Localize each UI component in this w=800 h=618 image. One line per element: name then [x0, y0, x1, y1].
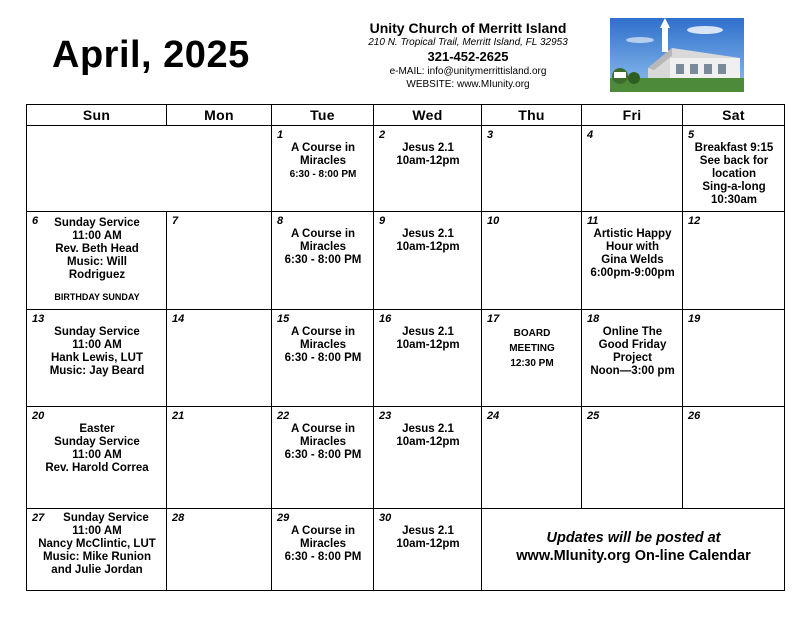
- day-cell[interactable]: [167, 509, 272, 591]
- day-cell[interactable]: [482, 126, 582, 212]
- day-number: 19: [688, 313, 701, 325]
- event-text: Jesus 2.1 10am-12pm: [396, 228, 460, 253]
- weekday-fri: Fri: [582, 105, 683, 126]
- event-text: Jesus 2.1 10am-12pm: [396, 423, 460, 448]
- weekday-header-row: [27, 105, 785, 126]
- day-cell[interactable]: [374, 212, 482, 310]
- event-text: BOARD MEETING 12:30 PM: [509, 328, 555, 369]
- church-email[interactable]: e-MAIL: info@unitymerrittisland.org: [389, 66, 547, 77]
- day-cell[interactable]: [272, 126, 374, 212]
- weekday-thu: Thu: [482, 105, 582, 126]
- event-text: A Course in Miracles 6:30 - 8:00 PM: [284, 228, 362, 266]
- day-number: 18: [587, 313, 600, 325]
- day-cell[interactable]: [582, 407, 683, 509]
- day-number: 30: [379, 512, 392, 524]
- day-number: 11: [587, 215, 599, 227]
- day-cell[interactable]: [683, 407, 785, 509]
- day-number: 6: [32, 215, 39, 227]
- event-text: Jesus 2.1 10am-12pm: [396, 326, 460, 351]
- event-text: Online The Good Friday Project Noon—3:00 pm: [590, 326, 675, 377]
- day-number: 17: [487, 313, 500, 325]
- day-cell[interactable]: [374, 407, 482, 509]
- updates-notice-cell: [482, 509, 785, 591]
- birthday-sunday-note: BIRTHDAY SUNDAY: [54, 292, 140, 302]
- day-number: 12: [688, 215, 701, 227]
- day-number: 28: [172, 512, 185, 524]
- day-cell[interactable]: [167, 310, 272, 407]
- day-number: 27: [32, 512, 45, 524]
- day-cell[interactable]: [272, 407, 374, 509]
- day-cell[interactable]: [683, 310, 785, 407]
- empty-day-cell: [27, 126, 272, 212]
- event-text: Sunday Service 11:00 AM Rev. Beth Head Music: Will Rodriguez: [54, 217, 140, 281]
- event-text: Jesus 2.1 10am-12pm: [396, 142, 460, 167]
- day-number: 2: [379, 129, 386, 141]
- church-info: [352, 20, 584, 91]
- day-number: 13: [32, 313, 45, 325]
- event-text: Sunday Service 11:00 AM Hank Lewis, LUT Music: Jay Beard: [49, 326, 145, 377]
- weekday-wed: Wed: [374, 105, 482, 126]
- event-text: A Course in Miracles 6:30 - 8:00 PM: [284, 326, 362, 364]
- event-text: Breakfast 9:15 See back for location Sing-a-long 10:30am: [694, 142, 774, 206]
- day-cell[interactable]: [167, 212, 272, 310]
- event-text: Artistic Happy Hour with Gina Welds 6:00pm-9:00pm: [590, 228, 675, 279]
- day-number: 9: [379, 215, 386, 227]
- day-number: 29: [277, 512, 290, 524]
- day-number: 24: [487, 410, 500, 422]
- day-cell[interactable]: [27, 212, 167, 310]
- event-text: Sunday Service 11:00 AM Nancy McClintic, LUT Music: Mike Runion and Julie Jordan: [38, 512, 156, 576]
- event-text: A Course in Miracles 6:30 - 8:00 PM: [289, 142, 357, 180]
- updates-notice: [487, 511, 780, 565]
- day-cell[interactable]: [27, 310, 167, 407]
- week-row: [27, 310, 785, 407]
- day-number: 5: [688, 129, 695, 141]
- day-cell[interactable]: [582, 126, 683, 212]
- weekday-mon: Mon: [167, 105, 272, 126]
- weekday-sat: Sat: [683, 105, 785, 126]
- day-number: 8: [277, 215, 284, 227]
- day-cell[interactable]: [582, 212, 683, 310]
- day-cell[interactable]: [683, 126, 785, 212]
- day-cell[interactable]: [272, 212, 374, 310]
- church-name: Unity Church of Merritt Island: [369, 20, 567, 36]
- day-number: 10: [487, 215, 500, 227]
- day-number: 25: [587, 410, 600, 422]
- day-number: 14: [172, 313, 185, 325]
- day-cell[interactable]: [683, 212, 785, 310]
- day-number: 7: [172, 215, 179, 227]
- calendar-grid: [26, 104, 785, 591]
- church-website[interactable]: WEBSITE: www.MIunity.org: [406, 79, 530, 90]
- day-cell[interactable]: [27, 407, 167, 509]
- week-row: [27, 126, 785, 212]
- day-number: 20: [32, 410, 45, 422]
- updates-line-1: Updates will be posted at: [546, 530, 721, 546]
- day-number: 26: [688, 410, 701, 422]
- day-number: 16: [379, 313, 392, 325]
- week-row: [27, 509, 785, 591]
- day-number: 15: [277, 313, 290, 325]
- day-cell[interactable]: [27, 509, 167, 591]
- weekday-tue: Tue: [272, 105, 374, 126]
- day-cell[interactable]: [482, 407, 582, 509]
- event-text: A Course in Miracles 6:30 - 8:00 PM: [284, 423, 362, 461]
- day-cell[interactable]: [482, 310, 582, 407]
- day-number: 23: [379, 410, 392, 422]
- church-phone: 321-452-2625: [427, 49, 509, 64]
- day-cell[interactable]: [167, 407, 272, 509]
- church-building-image: [610, 18, 744, 92]
- day-number: 4: [587, 129, 594, 141]
- day-number: 3: [487, 129, 494, 141]
- month-title: April, 2025: [52, 34, 250, 76]
- day-number: 21: [172, 410, 185, 422]
- church-photo: [610, 18, 744, 92]
- day-number: 1: [277, 129, 284, 141]
- day-number: 22: [277, 410, 290, 422]
- day-cell[interactable]: [272, 310, 374, 407]
- weekday-sun: Sun: [27, 105, 167, 126]
- day-cell[interactable]: [272, 509, 374, 591]
- event-text: Jesus 2.1 10am-12pm: [396, 525, 460, 550]
- day-cell[interactable]: [374, 126, 482, 212]
- event-text: Easter Sunday Service 11:00 AM Rev. Harold Correa: [45, 423, 149, 474]
- day-cell[interactable]: [374, 310, 482, 407]
- church-address: 210 N. Tropical Trail, Merritt Island, FL 32953: [368, 37, 568, 48]
- updates-line-2[interactable]: www.MIunity.org On-line Calendar: [516, 548, 751, 564]
- day-cell[interactable]: [582, 310, 683, 407]
- day-cell[interactable]: [374, 509, 482, 591]
- week-row: [27, 212, 785, 310]
- day-cell[interactable]: [482, 212, 582, 310]
- week-row: [27, 407, 785, 509]
- event-text: A Course in Miracles 6:30 - 8:00 PM: [284, 525, 362, 563]
